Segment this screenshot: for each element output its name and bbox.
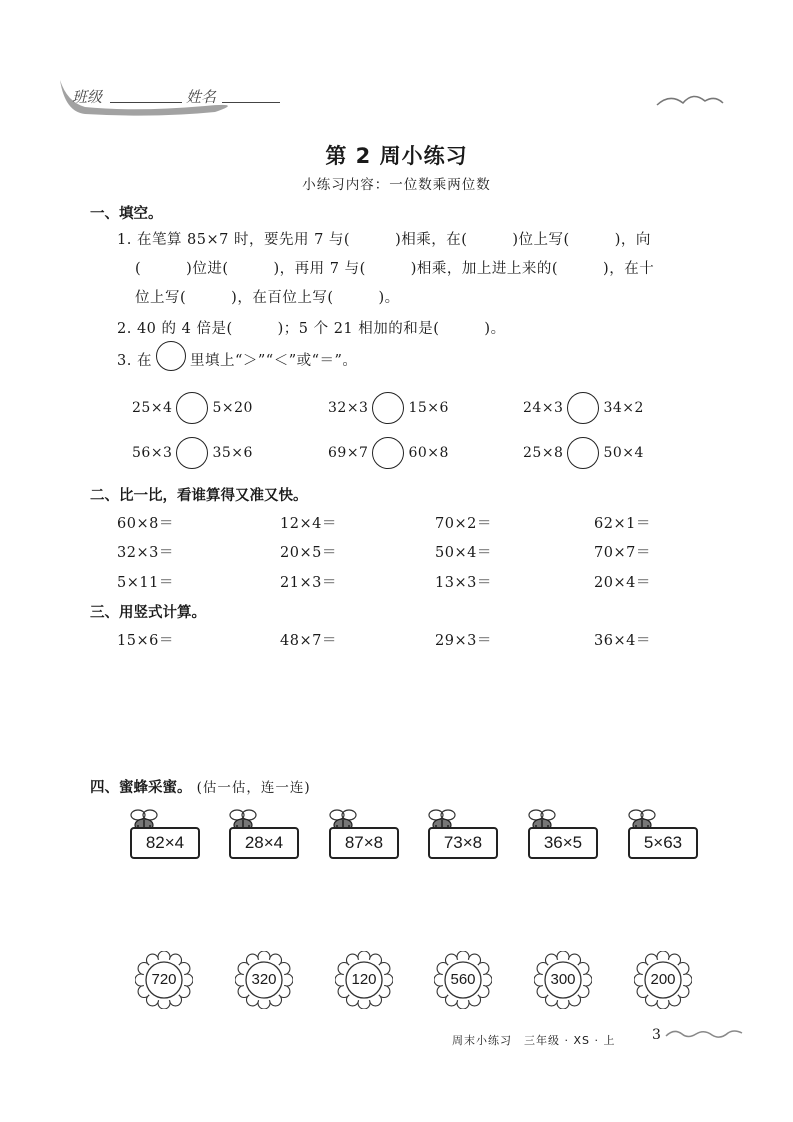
calc-item[interactable]: 5×11＝	[117, 575, 174, 591]
compare-right: 50×4	[603, 445, 644, 461]
q3-prefix: 3. 在	[117, 352, 152, 369]
bee-card[interactable]: 73×8	[428, 827, 498, 859]
compare-circle-input[interactable]	[567, 392, 599, 424]
class-label: 班级	[72, 88, 103, 106]
q1-line2: ( )位进( )，再用 7 与( )相乘，加上进上来的( )，在十	[135, 261, 655, 277]
compare-item	[132, 392, 253, 424]
vertical-calc-item[interactable]: 36×4＝	[594, 633, 651, 649]
flower-value: 560	[450, 971, 476, 988]
q3-suffix: 里填上“＞”“＜”或“＝”。	[189, 352, 358, 369]
page-subtitle: 小练习内容：一位数乘两位数	[302, 177, 491, 193]
compare-item	[523, 437, 644, 469]
vertical-calc-item[interactable]: 15×6＝	[117, 633, 174, 649]
compare-right: 15×6	[408, 400, 449, 416]
bee-card[interactable]: 87×8	[329, 827, 399, 859]
flower-value: 720	[151, 971, 177, 988]
q3-instruction	[117, 347, 357, 371]
compare-right: 35×6	[212, 445, 253, 461]
section4-hint: (估一估，连一连)	[196, 780, 311, 796]
vertical-calc-item[interactable]: 29×3＝	[435, 633, 492, 649]
footer-text: 周末小练习 三年级 · XS · 上	[452, 1034, 616, 1047]
name-label: 姓名	[186, 88, 217, 106]
calc-item[interactable]: 20×5＝	[280, 545, 337, 561]
calc-item[interactable]: 50×4＝	[435, 545, 492, 561]
flower-value: 300	[550, 971, 576, 988]
compare-item	[328, 392, 449, 424]
bee-card[interactable]: 5×63	[628, 827, 698, 859]
compare-item	[523, 392, 644, 424]
page-number: 3	[652, 1027, 662, 1043]
compare-circle-input[interactable]	[372, 437, 404, 469]
section2-heading: 二、比一比，看谁算得又准又快。	[90, 488, 308, 504]
calc-item[interactable]: 60×8＝	[117, 516, 174, 532]
compare-left: 56×3	[132, 445, 173, 461]
flower-value: 320	[251, 971, 277, 988]
compare-left: 32×3	[328, 400, 369, 416]
compare-left: 25×8	[523, 445, 564, 461]
compare-right: 34×2	[603, 400, 644, 416]
calc-item[interactable]: 13×3＝	[435, 575, 492, 591]
mountain-decoration-icon	[655, 85, 725, 110]
compare-left: 69×7	[328, 445, 369, 461]
compare-item	[328, 437, 449, 469]
compare-circle-input[interactable]	[176, 392, 208, 424]
compare-circle-input[interactable]	[567, 437, 599, 469]
compare-circle-input[interactable]	[372, 392, 404, 424]
calc-item[interactable]: 62×1＝	[594, 516, 651, 532]
calc-item[interactable]: 70×7＝	[594, 545, 651, 561]
compare-right: 60×8	[408, 445, 449, 461]
section3-heading: 三、用竖式计算。	[90, 605, 206, 621]
page-title: 第 2 周小练习	[325, 144, 468, 168]
class-blank[interactable]	[110, 102, 182, 103]
compare-right: 5×20	[212, 400, 253, 416]
bee-card[interactable]: 82×4	[130, 827, 200, 859]
flower-value: 120	[351, 971, 377, 988]
compare-circle-input[interactable]	[176, 437, 208, 469]
compare-item	[132, 437, 253, 469]
section1-heading: 一、填空。	[90, 206, 163, 222]
vertical-calc-item[interactable]: 48×7＝	[280, 633, 337, 649]
compare-left: 24×3	[523, 400, 564, 416]
bee-card[interactable]: 28×4	[229, 827, 299, 859]
q2-text: 2. 40 的 4 倍是( )；5 个 21 相加的和是( )。	[117, 321, 506, 337]
flower-value: 200	[650, 971, 676, 988]
section4-heading-row	[90, 776, 311, 797]
name-blank[interactable]	[222, 102, 280, 103]
calc-item[interactable]: 32×3＝	[117, 545, 174, 561]
circle-sample-icon	[156, 341, 186, 371]
bee-card[interactable]: 36×5	[528, 827, 598, 859]
section4-heading: 四、蜜蜂采蜜。	[90, 780, 192, 796]
calc-item[interactable]: 12×4＝	[280, 516, 337, 532]
q1-line3: 位上写( )，在百位上写( )。	[135, 290, 400, 306]
calc-item[interactable]: 70×2＝	[435, 516, 492, 532]
compare-left: 25×4	[132, 400, 173, 416]
calc-item[interactable]: 21×3＝	[280, 575, 337, 591]
q1-line1: 1. 在笔算 85×7 时，要先用 7 与( )相乘，在( )位上写( )，向	[117, 232, 651, 248]
footer-swirl-decoration-icon	[664, 1024, 744, 1044]
calc-item[interactable]: 20×4＝	[594, 575, 651, 591]
